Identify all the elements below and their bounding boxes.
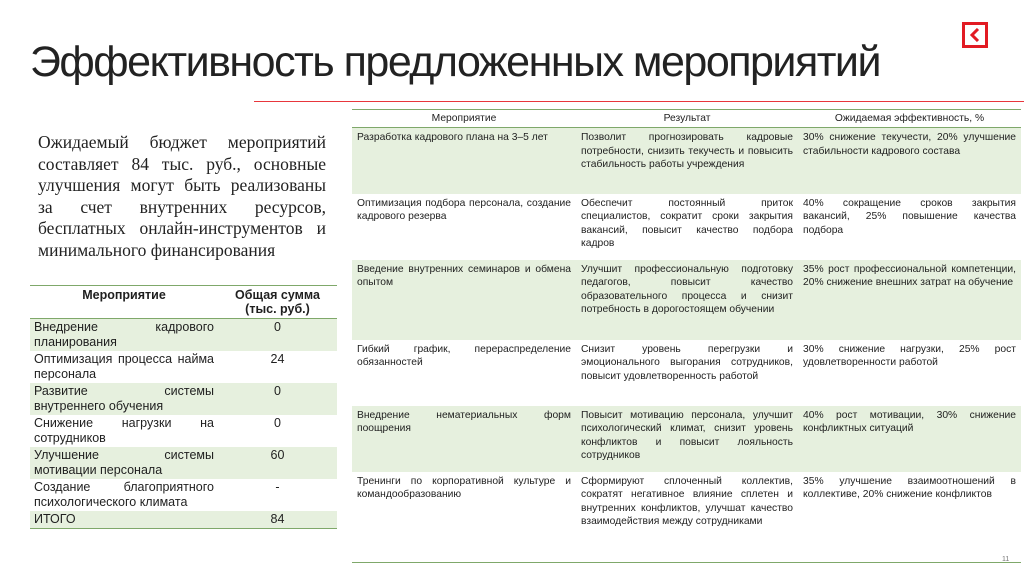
effect-cell: 35% рост профессиональной компетенции, 20% снижение внешних затрат на обучение	[798, 260, 1021, 340]
table-row	[30, 479, 337, 511]
budget-measure-name: Снижение нагрузки на сотрудников	[30, 415, 218, 447]
table-row	[352, 472, 1021, 563]
budget-header-measure: Мероприятие	[30, 286, 218, 319]
table-row	[30, 415, 337, 447]
budget-amount: 0	[218, 319, 337, 352]
result-cell: Позволит прогнозировать кадровые потребности, снизить текучесть и повысить стабильность работы учреждения	[576, 128, 798, 194]
measure-cell: Разработка кадрового плана на 3–5 лет	[352, 128, 576, 194]
table-row	[352, 340, 1021, 406]
effect-cell: 40% сокращение сроков закрытия вакансий, 25% повышение качества подбора	[798, 194, 1021, 260]
table-row	[30, 383, 337, 415]
budget-amount: -	[218, 479, 337, 511]
table-row	[352, 194, 1021, 260]
measures-table	[352, 109, 1021, 563]
budget-amount: 0	[218, 383, 337, 415]
budget-table-header	[30, 286, 337, 319]
measure-cell: Оптимизация подбора персонала, создание кадрового резерва	[352, 194, 576, 260]
effect-cell: 35% улучшение взаимоотношений в коллективе, 20% снижение конфликтов	[798, 472, 1021, 563]
table-row	[30, 319, 337, 352]
budget-total-amount: 84	[218, 511, 337, 529]
budget-total-row	[30, 511, 337, 529]
measures-table-header	[352, 110, 1021, 128]
result-cell: Обеспечит постоянный приток специалистов, сократит сроки закрытия вакансий, повысит качество подбора кадров	[576, 194, 798, 260]
budget-measure-name: Оптимизация процесса найма персонала	[30, 351, 218, 383]
measures-header-effect: Ожидаемая эффективность, %	[834, 113, 985, 124]
budget-total-label: ИТОГО	[30, 511, 218, 529]
budget-amount: 60	[218, 447, 337, 479]
result-cell: Улучшит профессиональную подготовку педагогов, повысит качество образовательного процесса и снизит потребность в дорогостоящем обучении	[576, 260, 798, 340]
back-arrow-icon[interactable]	[962, 22, 988, 48]
result-cell: Сформируют сплоченный коллектив, сократят негативное влияние сплетен и внутренних конфликтов, улучшат качество взаимодействия между сотрудниками	[576, 472, 798, 563]
effect-cell: 40% рост мотивации, 30% снижение конфликтных ситуаций	[798, 406, 1021, 472]
budget-measure-name: Развитие системы внутреннего обучения	[30, 383, 218, 415]
table-row	[352, 406, 1021, 472]
result-cell: Снизит уровень перегрузки и эмоционального выгорания сотрудников, повысит удовлетворенность работой	[576, 340, 798, 406]
budget-header-amount: Общая сумма (тыс. руб.)	[218, 286, 337, 319]
page-title: Эффективность предложенных мероприятий	[30, 38, 880, 86]
budget-measure-name: Улучшение системы мотивации персонала	[30, 447, 218, 479]
measure-cell: Тренинги по корпоративной культуре и командообразованию	[352, 472, 576, 563]
back-arrow-glyph	[969, 28, 981, 42]
effect-cell: 30% снижение нагрузки, 25% рост удовлетворенности работой	[798, 340, 1021, 406]
measure-cell: Внедрение нематериальных форм поощрения	[352, 406, 576, 472]
table-row	[352, 260, 1021, 340]
effect-cell: 30% снижение текучести, 20% улучшение стабильности кадрового состава	[798, 128, 1021, 194]
measures-header-measure: Мероприятие	[431, 113, 497, 124]
table-row	[30, 351, 337, 383]
budget-table	[30, 285, 337, 529]
measure-cell: Введение внутренних семинаров и обмена опытом	[352, 260, 576, 340]
table-row	[352, 128, 1021, 194]
result-cell: Повысит мотивацию персонала, улучшит психологический климат, снизит уровень конфликтов и повысит лояльность сотрудников	[576, 406, 798, 472]
budget-amount: 0	[218, 415, 337, 447]
measure-cell: Гибкий график, перераспределение обязанностей	[352, 340, 576, 406]
budget-measure-name: Внедрение кадрового планирования	[30, 319, 218, 352]
budget-summary-text: Ожидаемый бюджет мероприятий составляет 84 тыс. руб., основные улучшения могут быть реализованы за счет внутренних ресурсов, бесплатных онлайн-инструментов и минимального финансирования	[38, 132, 326, 260]
measures-header-result: Результат	[663, 113, 711, 124]
table-row	[30, 447, 337, 479]
budget-measure-name: Создание благоприятного психологического климата	[30, 479, 218, 511]
budget-amount: 24	[218, 351, 337, 383]
title-divider	[254, 101, 1024, 102]
page-number: 11	[1002, 556, 1010, 563]
